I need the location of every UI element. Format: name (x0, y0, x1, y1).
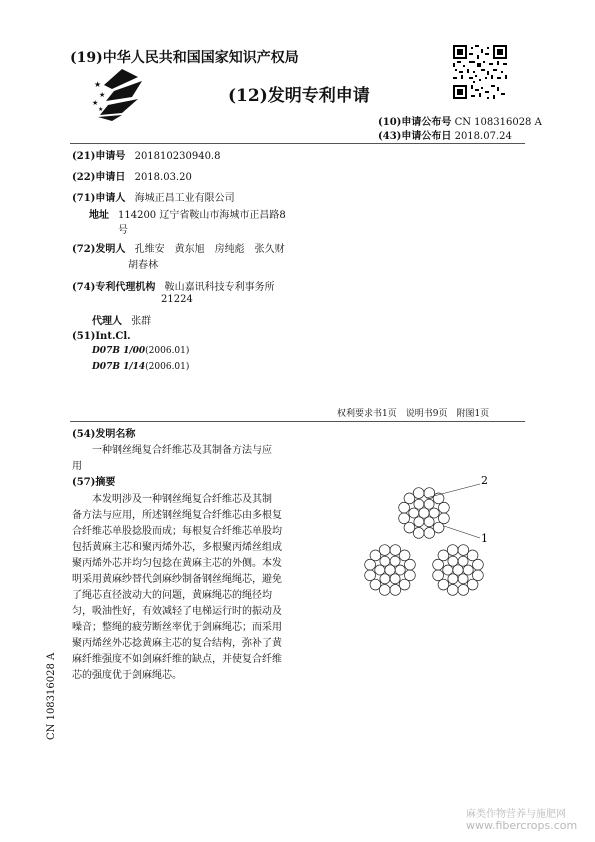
agency-label: (74)专利代理机构 (72, 282, 156, 293)
abstract-line-7: 了绳芯直径波动大的问题，黄麻绳芯的绳径均 (72, 590, 272, 601)
inventors-line-1: 孔维安 黄东旭 房纯彪 张久财 (134, 244, 285, 255)
agency-line-2: 21224 (161, 294, 193, 305)
strand-1-inner-wire (429, 508, 439, 518)
application-number-label: (21)申请号 (72, 151, 126, 162)
agency-line-1: 鞍山嘉讯科技专利事务所 (164, 282, 275, 293)
strand-2-inner-wire (380, 556, 390, 566)
ipc-date-1: (2006.01) (145, 346, 190, 356)
publication-date-label: (43)申请公布日 (378, 131, 452, 142)
abstract-line-3: 合纤维芯单股捻股而成；每根复合纤维芯单股均 (72, 526, 282, 537)
ipc-entry-2 (92, 362, 189, 372)
strand-2-inner-wire (390, 574, 400, 584)
agency-row (72, 278, 275, 293)
strand-1-outer-wire (413, 488, 424, 499)
agent: 张群 (131, 316, 152, 327)
applicant: 海城正昌工业有限公司 (134, 193, 235, 204)
strand-1-inner-wire (414, 517, 424, 527)
title-line-2: 用 (72, 461, 82, 472)
strand-1-outer-wire (424, 528, 435, 539)
cnipa-emblem (92, 67, 146, 123)
strand-3-inner-wire (443, 565, 453, 575)
abstract-line-1: 本发明涉及一种钢丝绳复合纤维芯及其制 (92, 494, 272, 505)
strand-2-inner-wire (390, 556, 400, 566)
figure-label-2: 2 (481, 474, 488, 487)
strand-1-inner-wire (414, 499, 424, 509)
ipc-code-2: D07B 1/14 (92, 362, 146, 372)
svg-text:★: ★ (92, 99, 99, 107)
filing-date-label: (22)申请日 (72, 172, 126, 183)
ipc-entry-1 (92, 346, 189, 356)
strand-3-outer-wire (458, 585, 469, 596)
inventors-line-2: 胡春林 (128, 260, 158, 271)
strand-1-inner-wire (424, 499, 434, 509)
filing-date: 2018.03.20 (134, 172, 192, 183)
agent-row (92, 312, 151, 327)
applicant-label: (71)申请人 (72, 193, 126, 204)
qr-code (453, 45, 507, 99)
strand-3-outer-wire (433, 570, 444, 581)
strand-2-outer-wire (390, 585, 401, 596)
section-divider (70, 421, 525, 422)
page-counts: 权利要求书1页 说明书9页 附图1页 (337, 409, 490, 419)
office-name: (19)中华人民共和国国家知识产权局 (70, 50, 299, 66)
abstract-line-5: 聚丙烯外芯并均匀包捻在黄麻主芯的外侧。本发 (72, 558, 282, 569)
strand-2-inner-wire (375, 565, 385, 575)
strand-3-outer-wire (473, 559, 484, 570)
strand-3-inner-wire (458, 556, 468, 566)
abstract-line-2: 备方法与应用，所述钢丝绳复合纤维芯由多根复 (72, 510, 282, 521)
address-line-1: 114200 辽宁省鞍山市海城市正昌路8 (118, 210, 286, 221)
strand-3-inner-wire (448, 574, 458, 584)
figure-label-1: 1 (481, 532, 488, 545)
abstract-label: (57)摘要 (72, 477, 116, 488)
inventors-row (72, 240, 285, 255)
publication-number-row (378, 113, 542, 128)
strand-1-core-wire (419, 508, 429, 518)
title-line-1: 一种钢丝绳复合纤维芯及其制备方法与应 (92, 445, 272, 456)
publication-date-row (378, 127, 512, 142)
address-label: 地址 (89, 210, 109, 221)
strand-1-outer-wire (439, 502, 450, 513)
publication-number-label: (10)申请公布号 (378, 117, 452, 128)
side-publication-number: CN 108316028 A (46, 652, 57, 740)
abstract-line-10: 聚丙烯丝外芯捻黄麻主芯的复合结构，弥补了黄 (72, 638, 282, 649)
strand-2-core-wire (385, 565, 395, 575)
document-type: (12)发明专利申请 (228, 86, 370, 106)
abstract-line-11: 麻纤维强度不如剑麻纤维的缺点，并使复合纤维 (72, 654, 282, 665)
ipc-label: (51)Int.Cl. (72, 331, 131, 342)
abstract-line-9: 噪音；整绳的疲劳断丝率优于剑麻绳芯；而采用 (72, 622, 282, 633)
watermark-line-1: 麻类作物营养与施肥网 (466, 809, 566, 820)
application-number-row (72, 147, 220, 162)
filing-date-row (72, 168, 192, 183)
header-divider (70, 143, 525, 144)
strand-2-inner-wire (395, 565, 405, 575)
address-line-2: 号 (118, 225, 128, 236)
publication-date: 2018.07.24 (454, 131, 512, 142)
abstract-line-12: 芯的强度优于剑麻绳芯。 (72, 670, 182, 681)
title-label: (54)发明名称 (72, 429, 136, 440)
leader-line-1 (444, 526, 480, 538)
strand-2-outer-wire (379, 545, 390, 556)
strand-1-outer-wire (399, 513, 410, 524)
svg-text:★: ★ (98, 106, 104, 113)
ipc-code-1: D07B 1/00 (92, 346, 146, 356)
strand-3-core-wire (453, 565, 463, 575)
strand-3-inner-wire (448, 556, 458, 566)
abstract-line-8: 匀，吸油性好，有效减轻了电梯运行时的振动及 (72, 606, 282, 617)
inventors-label: (72)发明人 (72, 244, 126, 255)
application-number: 201810230940.8 (134, 151, 221, 162)
strand-1-inner-wire (424, 517, 434, 527)
rope-cross-section-figure (340, 468, 525, 608)
strand-3-inner-wire (463, 565, 473, 575)
applicant-row (72, 189, 235, 204)
strand-1-inner-wire (409, 508, 419, 518)
strand-2-outer-wire (365, 570, 376, 581)
strand-3-inner-wire (458, 574, 468, 584)
abstract-line-6: 明采用黄麻纱替代剑麻纱制备钢丝绳绳芯，避免 (72, 574, 282, 585)
strand-2-outer-wire (405, 559, 416, 570)
ipc-date-2: (2006.01) (145, 362, 190, 372)
strand-2-inner-wire (380, 574, 390, 584)
svg-text:★: ★ (94, 80, 102, 89)
strand-3-outer-wire (447, 545, 458, 556)
abstract-line-4: 包括黄麻主芯和聚丙烯外芯，多根聚丙烯丝组成 (72, 542, 282, 553)
svg-text:★: ★ (99, 91, 106, 99)
agent-label: 代理人 (92, 316, 122, 327)
watermark-line-2: www.fibercrops.com (466, 819, 578, 832)
publication-number: CN 108316028 A (454, 117, 542, 128)
